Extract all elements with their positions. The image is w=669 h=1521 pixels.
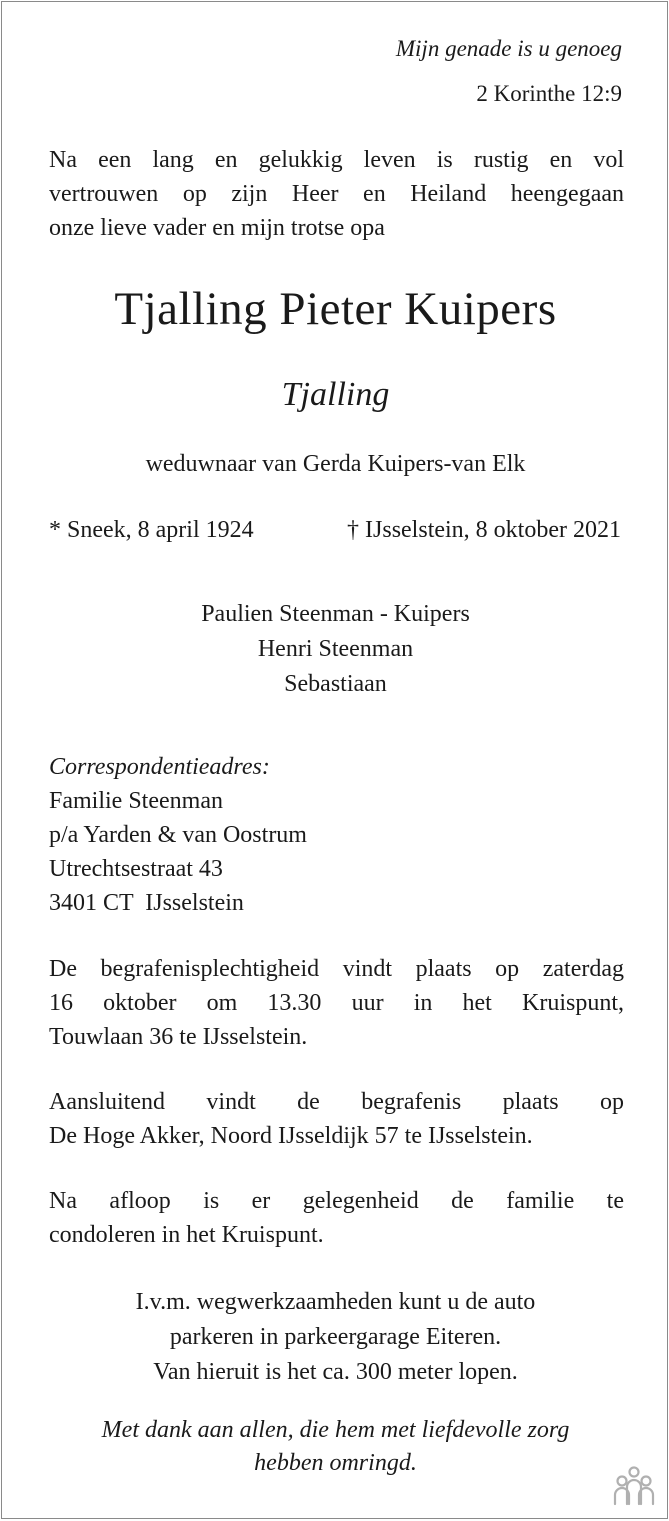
bible-verse: Mijn genade is u genoeg (395, 36, 622, 61)
family-list (2, 597, 669, 702)
parking-line: I.v.m. wegwerkzaamheden kunt u de auto (135, 1289, 536, 1315)
family-member: Paulien Steenman - Kuipers (201, 601, 470, 627)
address-line: 3401 CT IJsselstein (49, 890, 244, 916)
people-group-icon (611, 1466, 657, 1506)
deceased-nickname: Tjalling (281, 376, 390, 413)
address-line: Familie Steenman (49, 788, 223, 814)
paragraph-line: De Hoge Akker, Noord IJsseldijk 57 te IJsselstein. (49, 1123, 533, 1149)
thanks-note (2, 1414, 669, 1480)
birth-info: * Sneek, 8 april 1924 (49, 517, 254, 543)
widower-line: weduwnaar van Gerda Kuipers-van Elk (145, 451, 526, 477)
intro-line: onze lieve vader en mijn trotse opa (49, 215, 385, 241)
parking-line: parkeren in parkeergarage Eiteren. (169, 1324, 502, 1350)
family-member: Henri Steenman (257, 636, 414, 662)
paragraph-line: 16 oktober om 13.30 uur in het Kruispunt, (49, 990, 624, 1016)
deceased-full-name: Tjalling Pieter Kuipers (114, 283, 557, 335)
bible-verse-reference: 2 Korinthe 12:9 (476, 81, 622, 106)
family-member: Sebastiaan (284, 671, 387, 697)
parking-line: Van hieruit is het ca. 300 meter lopen. (153, 1359, 518, 1385)
obituary-card (1, 1, 668, 1519)
intro-line: vertrouwen op zijn Heer en Heiland heengegaan (49, 181, 624, 207)
condolence-paragraph (49, 1184, 624, 1252)
intro-text (49, 143, 624, 245)
paragraph-line: De begrafenisplechtigheid vindt plaats op zaterdag (49, 956, 624, 982)
thanks-line: Met dank aan allen, die hem met liefdevolle zorg (101, 1417, 570, 1443)
death-info: † IJsselstein, 8 oktober 2021 (347, 517, 621, 543)
funeral-service-paragraph (49, 952, 624, 1054)
correspondence-label: Correspondentieadres: (49, 754, 270, 780)
paragraph-line: condoleren in het Kruispunt. (49, 1222, 324, 1248)
correspondence-address (49, 750, 307, 920)
intro-line: Na een lang en gelukkig leven is rustig en vol (49, 147, 624, 173)
thanks-line: hebben omringd. (254, 1450, 417, 1476)
paragraph-line: Na afloop is er gelegenheid de familie te (49, 1188, 624, 1214)
paragraph-line: Aansluitend vindt de begrafenis plaats op (49, 1089, 624, 1115)
parking-notice (2, 1285, 669, 1390)
paragraph-line: Touwlaan 36 te IJsselstein. (49, 1024, 308, 1050)
burial-paragraph (49, 1085, 624, 1153)
address-line: p/a Yarden & van Oostrum (49, 822, 307, 848)
address-line: Utrechtsestraat 43 (49, 856, 223, 882)
